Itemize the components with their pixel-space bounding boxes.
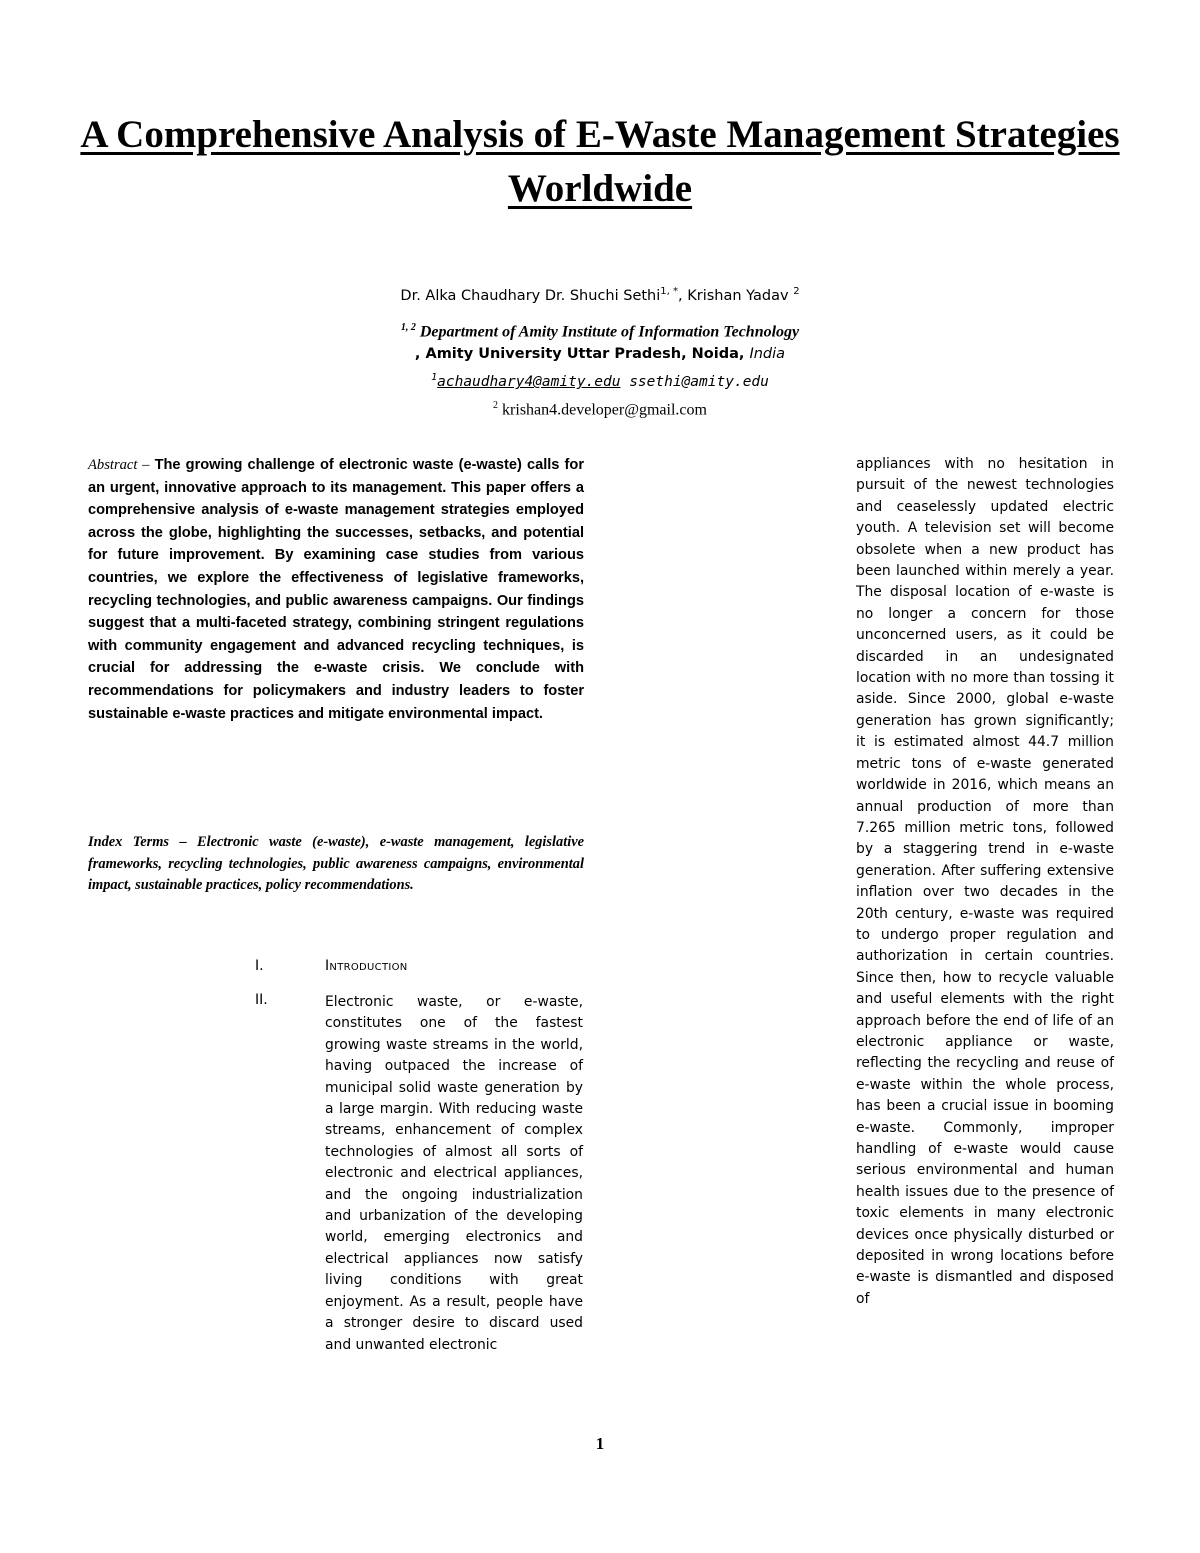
author-sup-a: 1, * [660, 286, 679, 297]
section-number: I. [255, 958, 264, 974]
affiliation-country: India [749, 346, 786, 363]
email-line [200, 366, 1000, 394]
email-sup-1: 1 [431, 372, 438, 384]
email-1[interactable]: achaudhary4@amity.edu [437, 374, 621, 391]
email-2[interactable]: ssethi@amity.edu [629, 374, 769, 391]
affiliation-department-line [200, 316, 1000, 343]
email-3[interactable]: krishan4.developer@gmail.com [502, 401, 707, 419]
paper-title: A Comprehensive Analysis of E-Waste Management Strategies Worldwide [80, 113, 1120, 210]
abstract-label: Abstract – [88, 457, 150, 473]
abstract-text: The growing challenge of electronic waste (e-waste) calls for an urgent, innovative approach to its management. This paper offers a comprehensive analysis of e-waste management strategies employed across the globe, highlighting the successes, setbacks, and potential for future improvement. By examining case studies from various countries, we explore the effectiveness of legislative frameworks, recycling technologies, and public awareness campaigns. Our findings suggest that a multi-faceted strategy, combining stringent regulations with community engagement and advanced recycling techniques, is crucial for addressing the e-waste crisis. We conclude with recommendations for policymakers and industry leaders to foster sustainable e-waste practices and mitigate environmental impact. [88, 457, 584, 722]
author-line [200, 286, 1000, 304]
affiliation-university: , Amity University Uttar Pradesh, Noida, [414, 346, 745, 363]
email-line-2 [200, 394, 1000, 421]
author-names-b: , Krishan Yadav [678, 287, 789, 304]
affiliation-university-line [200, 343, 1000, 366]
affiliation-block [200, 316, 1000, 421]
body-text-right-column: appliances with no hesitation in pursuit of the newest technologies and ceaselessly updated electric youth. A television set will become obsolete when a new product has been launched within merely a year. The disposal location of e-waste is no longer a concern for those unconcerned users, as it could be discarded in an undesignated location with no more than tossing it aside. Since 2000, global e-waste generation has grown significantly; it is estimated almost 44.7 million metric tons of e-waste generated worldwide in 2016, which means an annual production of more than 7.265 million metric tons, followed by a staggering trend in e-waste generation. After suffering extensive inflation over two decades in the 20th century, e-waste was required to undergo proper regulation and authorization in certain countries. Since then, how to recycle valuable and useful elements with the right approach before the end of life of an electronic appliance or waste, reflecting the recycling and reuse of e-waste within the whole process, has been a crucial issue in booming e-waste. Commonly, improper handling of e-waste would cause serious environmental and human health issues due to the presence of toxic elements in many electronic devices once physically disturbed or deposited in wrong locations before e-waste is dismantled and disposed of [856, 456, 1114, 1307]
body-text-middle-column: Electronic waste, or e-waste, constitutes one of the fastest growing waste streams in the world, having outpaced the increase of municipal solid waste generation by a large margin. With reducing waste streams, enhancement of complex technologies of almost all sorts of electronic and electrical appliances, and the ongoing industrialization and urbanization of the developing world, emerging electronics and electrical appliances now satisfy living conditions with great enjoyment. As a result, people have a stronger desire to discard used and unwanted electronic [325, 994, 583, 1353]
author-names-a: Dr. Alka Chaudhary Dr. Shuchi Sethi [400, 287, 661, 304]
affiliation-department: Department of Amity Institute of Information Technology [419, 323, 800, 341]
affiliation-sup: 1, 2 [400, 322, 416, 333]
paragraph-number: II. [255, 992, 268, 1008]
email-sup-2: 2 [493, 400, 499, 412]
index-terms: Index Terms – Electronic waste (e-waste), e-waste management, legislative frameworks, recycling technologies, public awareness campaigns, environmental impact, sustainable practices, policy recommendations. [88, 834, 584, 894]
abstract [88, 454, 584, 725]
section-title: Introduction [325, 958, 408, 974]
page-number: 1 [595, 1434, 605, 1453]
author-sup-b: 2 [793, 286, 800, 297]
